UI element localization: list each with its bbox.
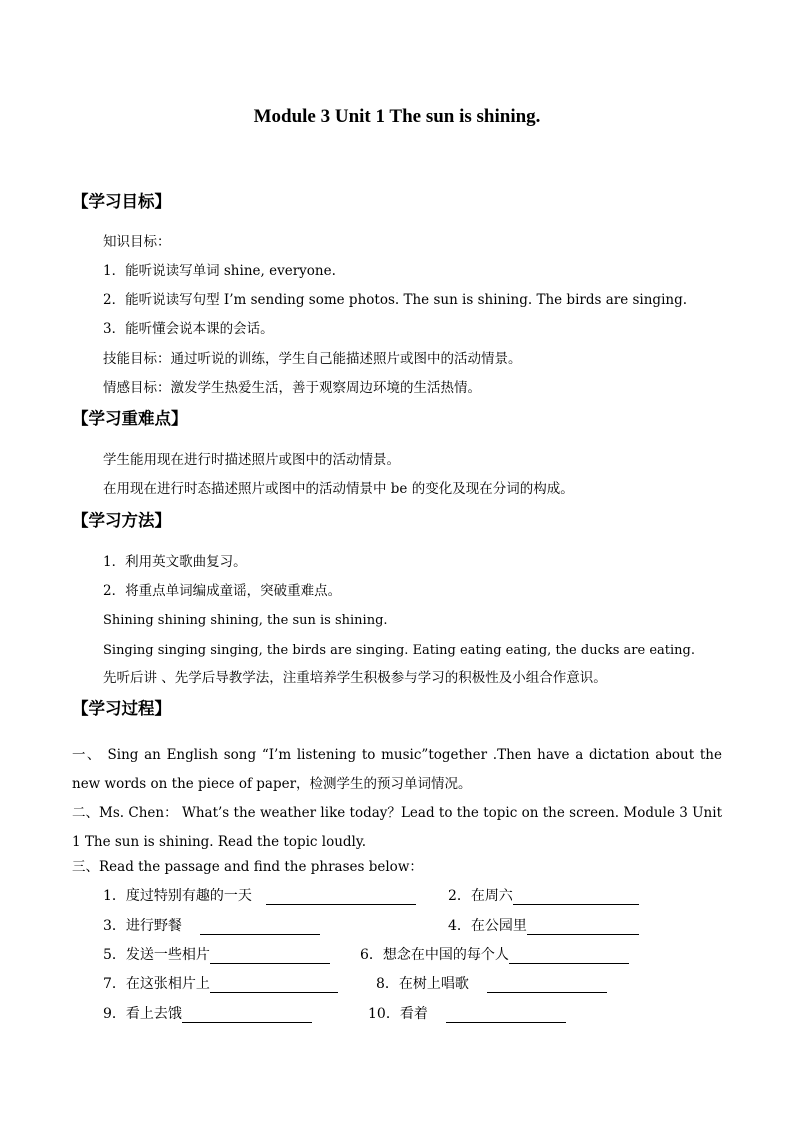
answer-blank[interactable] <box>200 919 320 935</box>
answer-blank[interactable] <box>487 977 607 993</box>
process-step-3: 三、Read the passage and find the phrases below： <box>72 859 423 875</box>
answer-blank[interactable] <box>513 889 639 905</box>
emotion-goal: 情感目标：激发学生热爱生活，善于观察周边环境的生活热情。 <box>103 380 481 396</box>
phrase-10 <box>368 1005 566 1023</box>
phrase-label: 7．在这张相片上 <box>103 976 210 992</box>
answer-blank[interactable] <box>446 1007 566 1023</box>
phrase-4 <box>448 917 639 935</box>
process-step-1: 一、 Sing an English song “I’m listening to music”together .Then have a dictation about the new words on the piece of paper，检测学生的预习单词情况。 <box>72 747 722 792</box>
phrase-label: 10．看着 <box>368 1006 428 1022</box>
phrase-5 <box>103 946 330 964</box>
phrase-label: 2．在周六 <box>448 888 513 904</box>
answer-blank[interactable] <box>182 1007 312 1023</box>
knowledge-goals-label: 知识目标： <box>103 234 171 250</box>
section-heading-goals: 【学习目标】 <box>72 192 171 211</box>
section-heading-process: 【学习过程】 <box>72 699 171 718</box>
chant-line-2: Singing singing singing, the birds are singing. Eating eating eating, the ducks are eating. <box>103 643 695 658</box>
phrase-label: 3．进行野餐 <box>103 918 182 934</box>
key-point-2: 在用现在进行时态描述照片或图中的活动情景中 be 的变化及现在分词的构成。 <box>103 481 574 497</box>
phrase-label: 8．在树上唱歌 <box>376 976 469 992</box>
phrase-label: 5．发送一些相片 <box>103 947 210 963</box>
goal-item-3: 3．能听懂会说本课的会话。 <box>103 321 274 337</box>
page-title: Module 3 Unit 1 The sun is shining. <box>253 106 541 127</box>
phrase-label: 6．想念在中国的每个人 <box>360 947 509 963</box>
phrase-label: 1．度过特别有趣的一天 <box>103 888 252 904</box>
answer-blank[interactable] <box>527 919 639 935</box>
method-item-3: 先听后讲 、先学后导教学法，注重培养学生积极参与学习的积极性及小组合作意识。 <box>103 670 607 686</box>
chant-line-1: Shining shining shining, the sun is shining. <box>103 613 388 628</box>
phrase-6 <box>360 946 629 964</box>
phrase-2 <box>448 887 639 905</box>
method-item-2: 2．将重点单词编成童谣，突破重难点。 <box>103 583 342 599</box>
section-heading-methods: 【学习方法】 <box>72 511 171 530</box>
phrase-9 <box>103 1005 312 1023</box>
phrase-1 <box>103 887 416 905</box>
phrase-label: 4．在公园里 <box>448 918 527 934</box>
skill-goal: 技能目标：通过听说的训练，学生自己能描述照片或图中的活动情景。 <box>103 351 522 367</box>
process-step-2: 二、Ms. Chen： What’s the weather like today？Lead to the topic on the screen. Module 3 Unit 1 The sun is shining. Read the topic loudly. <box>72 805 722 850</box>
answer-blank[interactable] <box>210 977 338 993</box>
answer-blank[interactable] <box>509 948 629 964</box>
section-heading-key-points: 【学习重难点】 <box>72 409 188 428</box>
key-point-1: 学生能用现在进行时描述照片或图中的活动情景。 <box>103 452 400 468</box>
phrase-7 <box>103 975 338 993</box>
phrase-3 <box>103 917 320 935</box>
goal-item-1: 1．能听说读写单词 shine, everyone. <box>103 263 336 279</box>
phrase-8 <box>376 975 607 993</box>
answer-blank[interactable] <box>266 889 416 905</box>
phrase-label: 9．看上去饿 <box>103 1006 182 1022</box>
method-item-1: 1．利用英文歌曲复习。 <box>103 554 247 570</box>
goal-item-2: 2．能听说读写句型 I’m sending some photos. The sun is shining. The birds are singing. <box>103 292 688 308</box>
answer-blank[interactable] <box>210 948 330 964</box>
